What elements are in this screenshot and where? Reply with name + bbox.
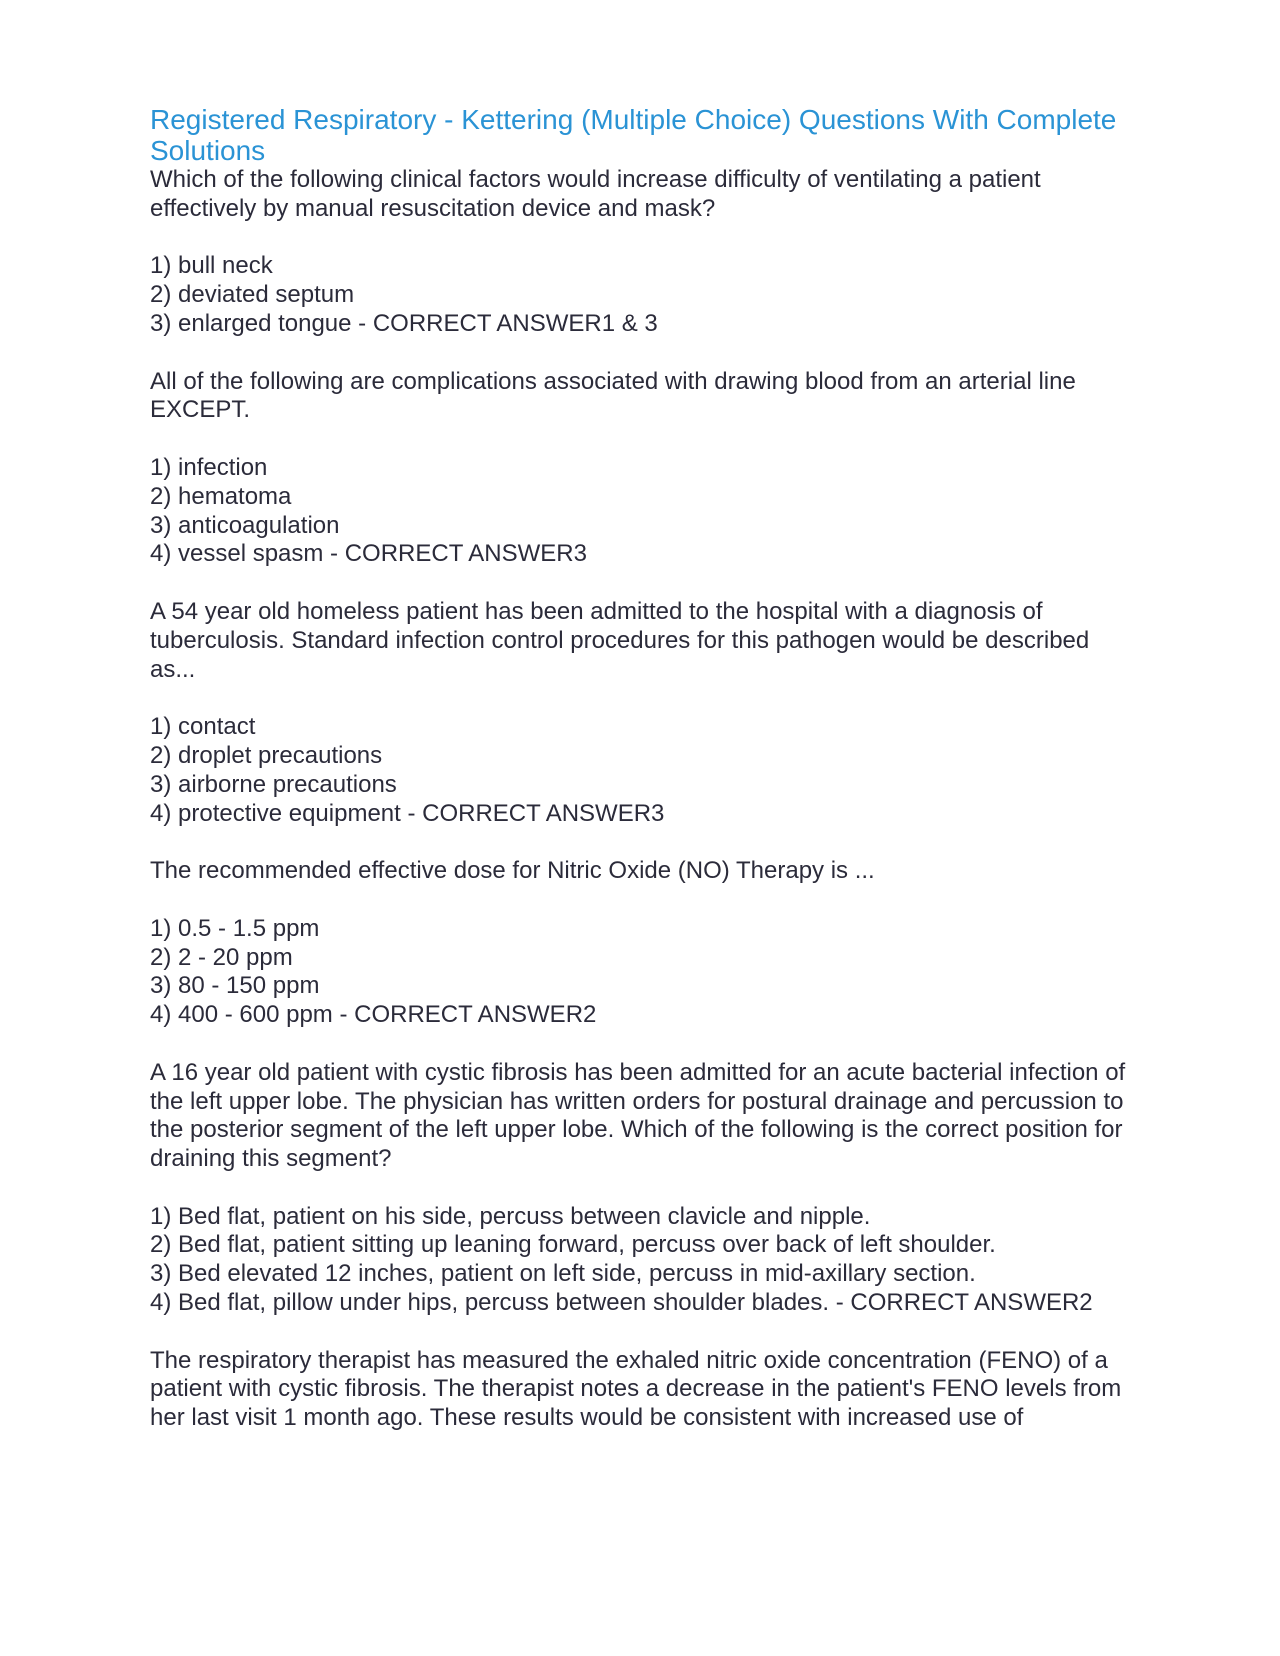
spacer bbox=[150, 425, 1130, 454]
question-5 bbox=[150, 1059, 1130, 1318]
question-3 bbox=[150, 598, 1130, 828]
question-5-option-1: 1) Bed flat, patient on his side, percuss between clavicle and nipple. bbox=[150, 1202, 871, 1230]
document-page bbox=[150, 104, 1130, 1433]
question-1-option-1: 1) bull neck bbox=[150, 252, 273, 280]
question-3-option-3: 3) airborne precautions bbox=[150, 770, 397, 798]
spacer bbox=[150, 684, 1130, 713]
question-5-option-2: 2) Bed flat, patient sitting up leaning forward, percuss over back of left shoulder. bbox=[150, 1231, 996, 1259]
question-5-option-4: 4) Bed flat, pillow under hips, percuss between shoulder blades. - CORRECT ANSWER2 bbox=[150, 1289, 1093, 1317]
question-3-option-1: 1) contact bbox=[150, 713, 256, 741]
question-3-option-4: 4) protective equipment - CORRECT ANSWER3 bbox=[150, 799, 665, 827]
question-3-stem: A 54 year old homeless patient has been admitted to the hospital with a diagnosis of tuberculosis. Standard infection control procedures for this pathogen would be described as... bbox=[150, 597, 1096, 683]
question-2 bbox=[150, 368, 1130, 570]
spacer bbox=[150, 886, 1130, 915]
question-2-stem: All of the following are complications associated with drawing blood from an arterial line EXCEPT. bbox=[150, 367, 1083, 424]
question-4-option-2: 2) 2 - 20 ppm bbox=[150, 943, 293, 971]
question-6 bbox=[150, 1347, 1130, 1433]
question-5-stem: A 16 year old patient with cystic fibrosis has been admitted for an acute bacterial infection of the left upper lobe. The physician has written orders for postural drainage and percussion to the posterior segment of the left upper lobe. Which of the following is the correct position for draining this segment? bbox=[150, 1058, 1132, 1173]
question-1-option-3: 3) enlarged tongue - CORRECT ANSWER1 & 3 bbox=[150, 309, 658, 337]
spacer bbox=[150, 224, 1130, 253]
question-1 bbox=[150, 166, 1130, 339]
spacer bbox=[150, 828, 1130, 857]
question-4-stem: The recommended effective dose for Nitric Oxide (NO) Therapy is ... bbox=[150, 857, 875, 885]
question-2-option-2: 2) hematoma bbox=[150, 482, 292, 510]
spacer bbox=[150, 569, 1130, 598]
question-4-option-1: 1) 0.5 - 1.5 ppm bbox=[150, 914, 320, 942]
question-6-stem: The respiratory therapist has measured the exhaled nitric oxide concentration (FENO) of a patient with cystic fibrosis. The therapist notes a decrease in the patient's FENO levels from her last visit 1 month ago. These results would be consistent with increased use of bbox=[150, 1346, 1128, 1432]
question-1-stem: Which of the following clinical factors would increase difficulty of ventilating a patient effectively by manual resuscitation device and mask? bbox=[150, 166, 1048, 222]
question-2-option-3: 3) anticoagulation bbox=[150, 511, 340, 539]
question-2-option-4: 4) vessel spasm - CORRECT ANSWER3 bbox=[150, 540, 587, 568]
document-title: Registered Respiratory - Kettering (Multiple Choice) Questions With Complete Solutions bbox=[150, 104, 1117, 166]
question-3-option-2: 2) droplet precautions bbox=[150, 741, 383, 769]
question-4 bbox=[150, 857, 1130, 1030]
spacer bbox=[150, 1318, 1130, 1347]
spacer bbox=[150, 339, 1130, 368]
spacer bbox=[150, 1030, 1130, 1059]
question-4-option-4: 4) 400 - 600 ppm - CORRECT ANSWER2 bbox=[150, 1001, 597, 1029]
question-1-option-2: 2) deviated septum bbox=[150, 281, 355, 309]
question-4-option-3: 3) 80 - 150 ppm bbox=[150, 972, 320, 1000]
question-2-option-1: 1) infection bbox=[150, 453, 268, 481]
spacer bbox=[150, 1174, 1130, 1203]
question-5-option-3: 3) Bed elevated 12 inches, patient on left side, percuss in mid-axillary section. bbox=[150, 1260, 976, 1288]
